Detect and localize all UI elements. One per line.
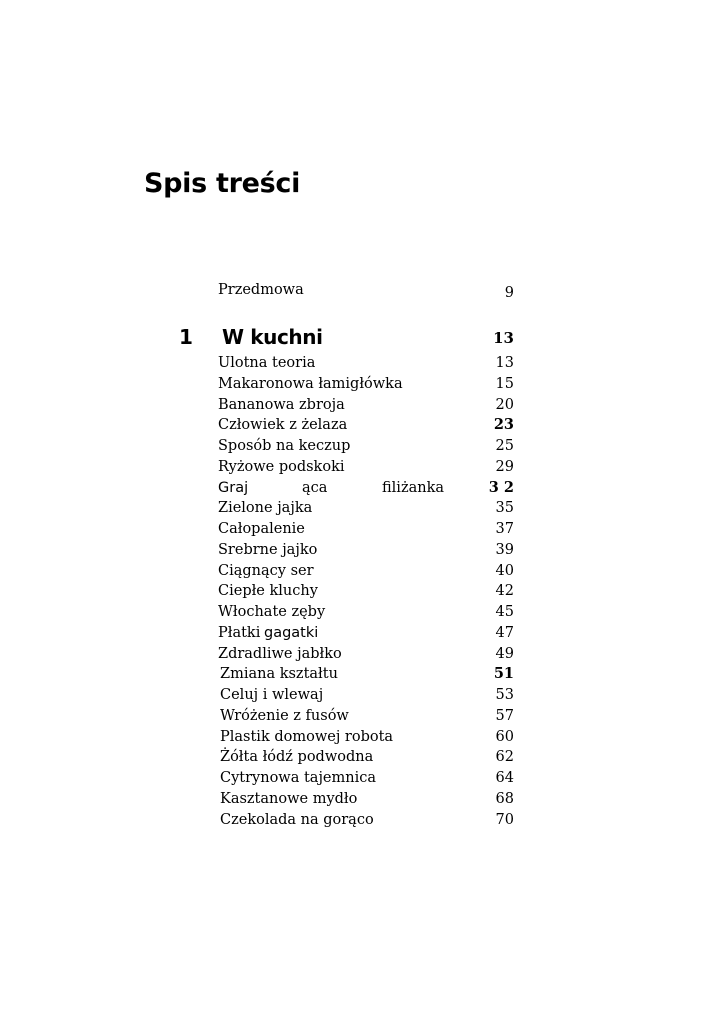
toc-entry-title: Sposób na keczup [218, 438, 351, 454]
toc-entry-title: Zmiana kształtu [220, 666, 338, 682]
toc-entry-title-part: filiżanka [382, 480, 445, 496]
toc-entry-page: 51 [493, 665, 514, 682]
toc-entry-title-part: ąca [302, 480, 328, 496]
toc-entry-title: Przedmowa [218, 282, 304, 298]
toc-entry-title: Celuj i wlewaj [220, 687, 324, 703]
toc-entry-title: Bananowa zbroja [218, 397, 345, 413]
toc-entry-preface[interactable] [218, 280, 514, 300]
toc-entry[interactable] [218, 789, 514, 809]
toc-entry[interactable] [218, 664, 514, 684]
toc-entry[interactable] [218, 602, 514, 622]
chapter-number: 1 [179, 325, 193, 349]
toc-entry-page: 15 [495, 376, 514, 392]
chapter-title[interactable]: W kuchni [222, 325, 323, 349]
toc-entry-title: Zdradliwe jabłko [218, 646, 342, 662]
toc-entry-title: Włochate zęby [218, 604, 326, 620]
toc-entry[interactable] [218, 561, 514, 581]
toc-entry[interactable] [218, 581, 514, 601]
toc-entry-title: Ulotna teoria [218, 355, 316, 371]
toc-entry-page: 42 [495, 583, 514, 599]
toc-entry-page: 9 [504, 285, 514, 301]
toc-entry-page: 47 [495, 625, 514, 641]
toc-entry[interactable] [218, 644, 514, 664]
toc-entry-page: 37 [495, 521, 514, 537]
toc-entry-page: 29 [495, 459, 514, 475]
toc-entry[interactable] [218, 810, 514, 830]
toc-entry[interactable] [218, 747, 514, 767]
toc-entry-page: 23 [493, 416, 514, 433]
toc-entry-title: Ryżowe podskoki [218, 459, 345, 475]
toc-entry-title: Wróżenie z fusów [220, 708, 349, 724]
toc-entry[interactable] [218, 519, 514, 539]
toc-entry[interactable] [218, 374, 514, 394]
toc-entry[interactable] [218, 478, 514, 498]
toc-entry[interactable] [218, 540, 514, 560]
toc-entry[interactable] [218, 768, 514, 788]
toc-entry-page: 39 [495, 542, 514, 558]
toc-entry-title: Człowiek z żelaza [218, 417, 348, 433]
toc-entry[interactable] [218, 727, 514, 747]
toc-entry-page: 45 [495, 604, 514, 620]
toc-entry-page: 49 [495, 646, 514, 662]
toc-entry-title-part: Graj [218, 480, 249, 496]
toc-entry-title: Całopalenie [218, 521, 305, 537]
toc-entry-title: Makaronowa łamigłówka [218, 376, 403, 392]
toc-entry-title-part: Płatki [218, 625, 261, 641]
toc-entry[interactable] [218, 436, 514, 456]
toc-entry-title: Ciepłe kluchy [218, 583, 318, 599]
toc-entry-page: 35 [495, 500, 514, 516]
toc-entry[interactable] [218, 706, 514, 726]
toc-entry[interactable] [218, 457, 514, 477]
toc-entry-title: Plastik domowej robota [220, 729, 394, 745]
toc-entry-title: Kasztanowe mydło [220, 791, 358, 807]
toc-entry-page: 70 [495, 812, 514, 828]
toc-entry-title: Srebrne jajko [218, 542, 318, 558]
toc-entry[interactable] [218, 395, 514, 415]
toc-entry[interactable] [218, 498, 514, 518]
toc-entry-page: 3 2 [488, 479, 514, 496]
toc-entry-title: Cytrynowa tajemnica [220, 770, 377, 786]
chapter-page: 13 [493, 329, 514, 347]
toc-entry-page: 25 [495, 438, 514, 454]
toc-entry[interactable] [218, 623, 514, 643]
toc-entry-page: 40 [495, 563, 514, 579]
toc-entry-page: 13 [495, 355, 514, 371]
toc-entry-title: Czekolada na gorąco [220, 812, 374, 828]
page-title: Spis treści [144, 168, 301, 199]
toc-entry-page: 53 [495, 687, 514, 703]
toc-entry[interactable] [218, 685, 514, 705]
toc-entry-page: 20 [495, 397, 514, 413]
toc-entry-page: 57 [495, 708, 514, 724]
toc-entry-title: Zielone jajka [218, 500, 313, 516]
toc-entry-page: 62 [495, 749, 514, 765]
toc-entry-title: Żółta łódź podwodna [220, 749, 374, 765]
toc-entry[interactable] [218, 353, 514, 373]
toc-entry-title-part: gagatki [264, 625, 319, 641]
toc-entry-page: 64 [495, 770, 514, 786]
toc-entry-page: 68 [495, 791, 514, 807]
toc-entry-title: Ciągnący ser [218, 563, 314, 579]
toc-entry[interactable] [218, 415, 514, 435]
toc-entry-page: 60 [495, 729, 514, 745]
